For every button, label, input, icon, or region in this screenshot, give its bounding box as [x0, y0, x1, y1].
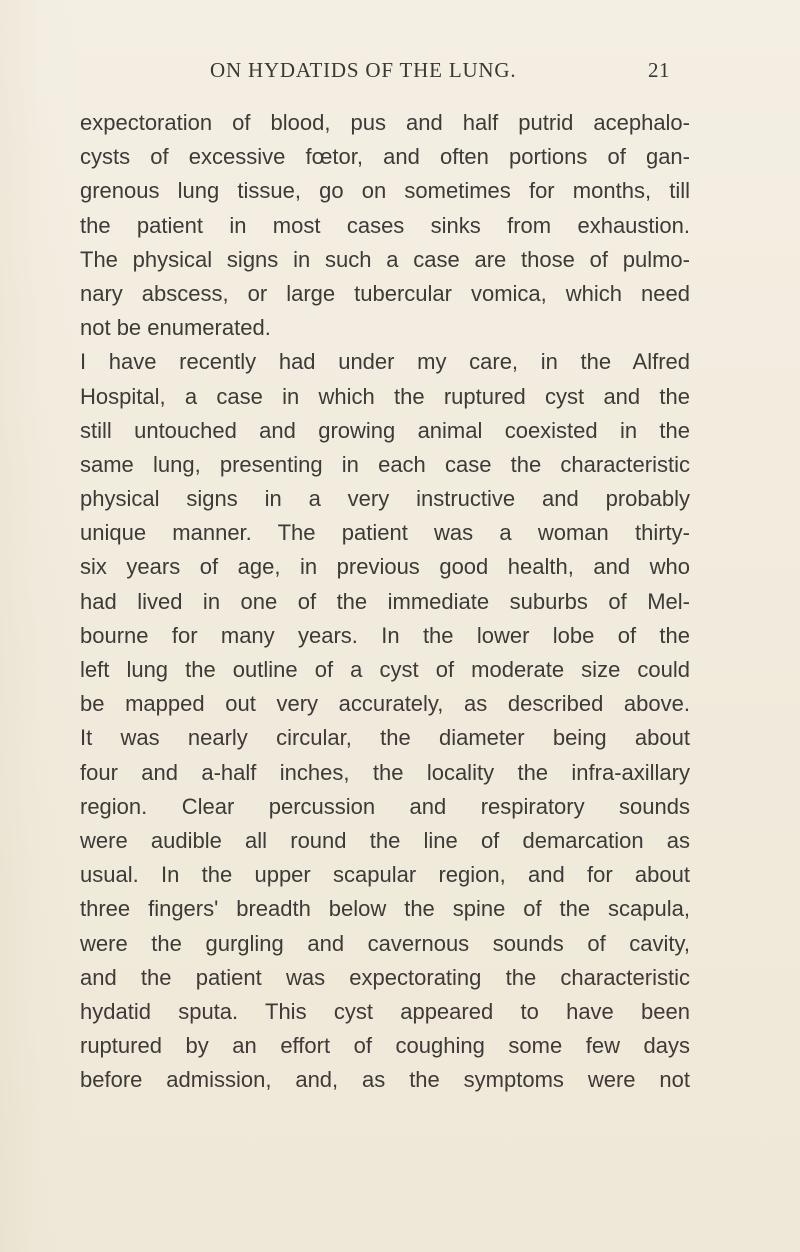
text-line: same lung, presenting in each case the characteristic	[80, 451, 690, 477]
text-line: before admission, and, as the symptoms were not	[80, 1067, 690, 1093]
text-line: physical signs in a very instructive and probably	[80, 486, 690, 512]
text-line: Hospital, a case in which the ruptured cyst and the	[80, 383, 690, 409]
text-line: I have recently had under my care, in the Alfred	[80, 349, 690, 375]
text-line: ruptured by an effort of coughing some few days	[80, 1033, 690, 1059]
page-number: 21	[648, 58, 670, 82]
text-line: were audible all round the line of demarcation as	[80, 827, 690, 853]
text-line: were the gurgling and cavernous sounds of cavity,	[80, 930, 690, 956]
text-line: usual. In the upper scapular region, and for about	[80, 862, 690, 888]
text-line: region. Clear percussion and respiratory sounds	[80, 793, 690, 819]
text-line: still untouched and growing animal coexisted in the	[80, 417, 690, 443]
text-line: It was nearly circular, the diameter being about	[80, 725, 690, 751]
text-line: hydatid sputa. This cyst appeared to have been	[80, 998, 690, 1024]
text-line: six years of age, in previous good health, and who	[80, 554, 690, 580]
running-head	[0, 46, 800, 90]
body-text	[80, 106, 690, 1097]
text-line: and the patient was expectorating the characteristic	[80, 964, 690, 990]
text-line: four and a-half inches, the locality the infra-axillary	[80, 759, 690, 785]
text-line: expectoration of blood, pus and half putrid acephalo-	[80, 110, 690, 135]
text-line: The physical signs in such a case are those of pulmo-	[80, 246, 690, 272]
text-line: unique manner. The patient was a woman thirty-	[80, 520, 690, 546]
text-line: bourne for many years. In the lower lobe of the	[80, 622, 690, 648]
running-title: ON HYDATIDS OF THE LUNG.	[210, 58, 517, 82]
text-line: left lung the outline of a cyst of moderate size could	[80, 657, 690, 682]
text-line: had lived in one of the immediate suburbs of Mel-	[80, 588, 690, 614]
text-line: nary abscess, or large tubercular vomica, which need	[80, 280, 690, 306]
text-line: three fingers' breadth below the spine of the scapula,	[80, 896, 690, 922]
text-line: cysts of excessive fœtor, and often portions of gan-	[80, 144, 690, 170]
text-line: the patient in most cases sinks from exhaustion.	[80, 212, 690, 238]
text-line: not be enumerated.	[80, 315, 271, 341]
text-line: be mapped out very accurately, as described above.	[80, 691, 690, 717]
text-line: grenous lung tissue, go on sometimes for months, till	[80, 178, 690, 204]
